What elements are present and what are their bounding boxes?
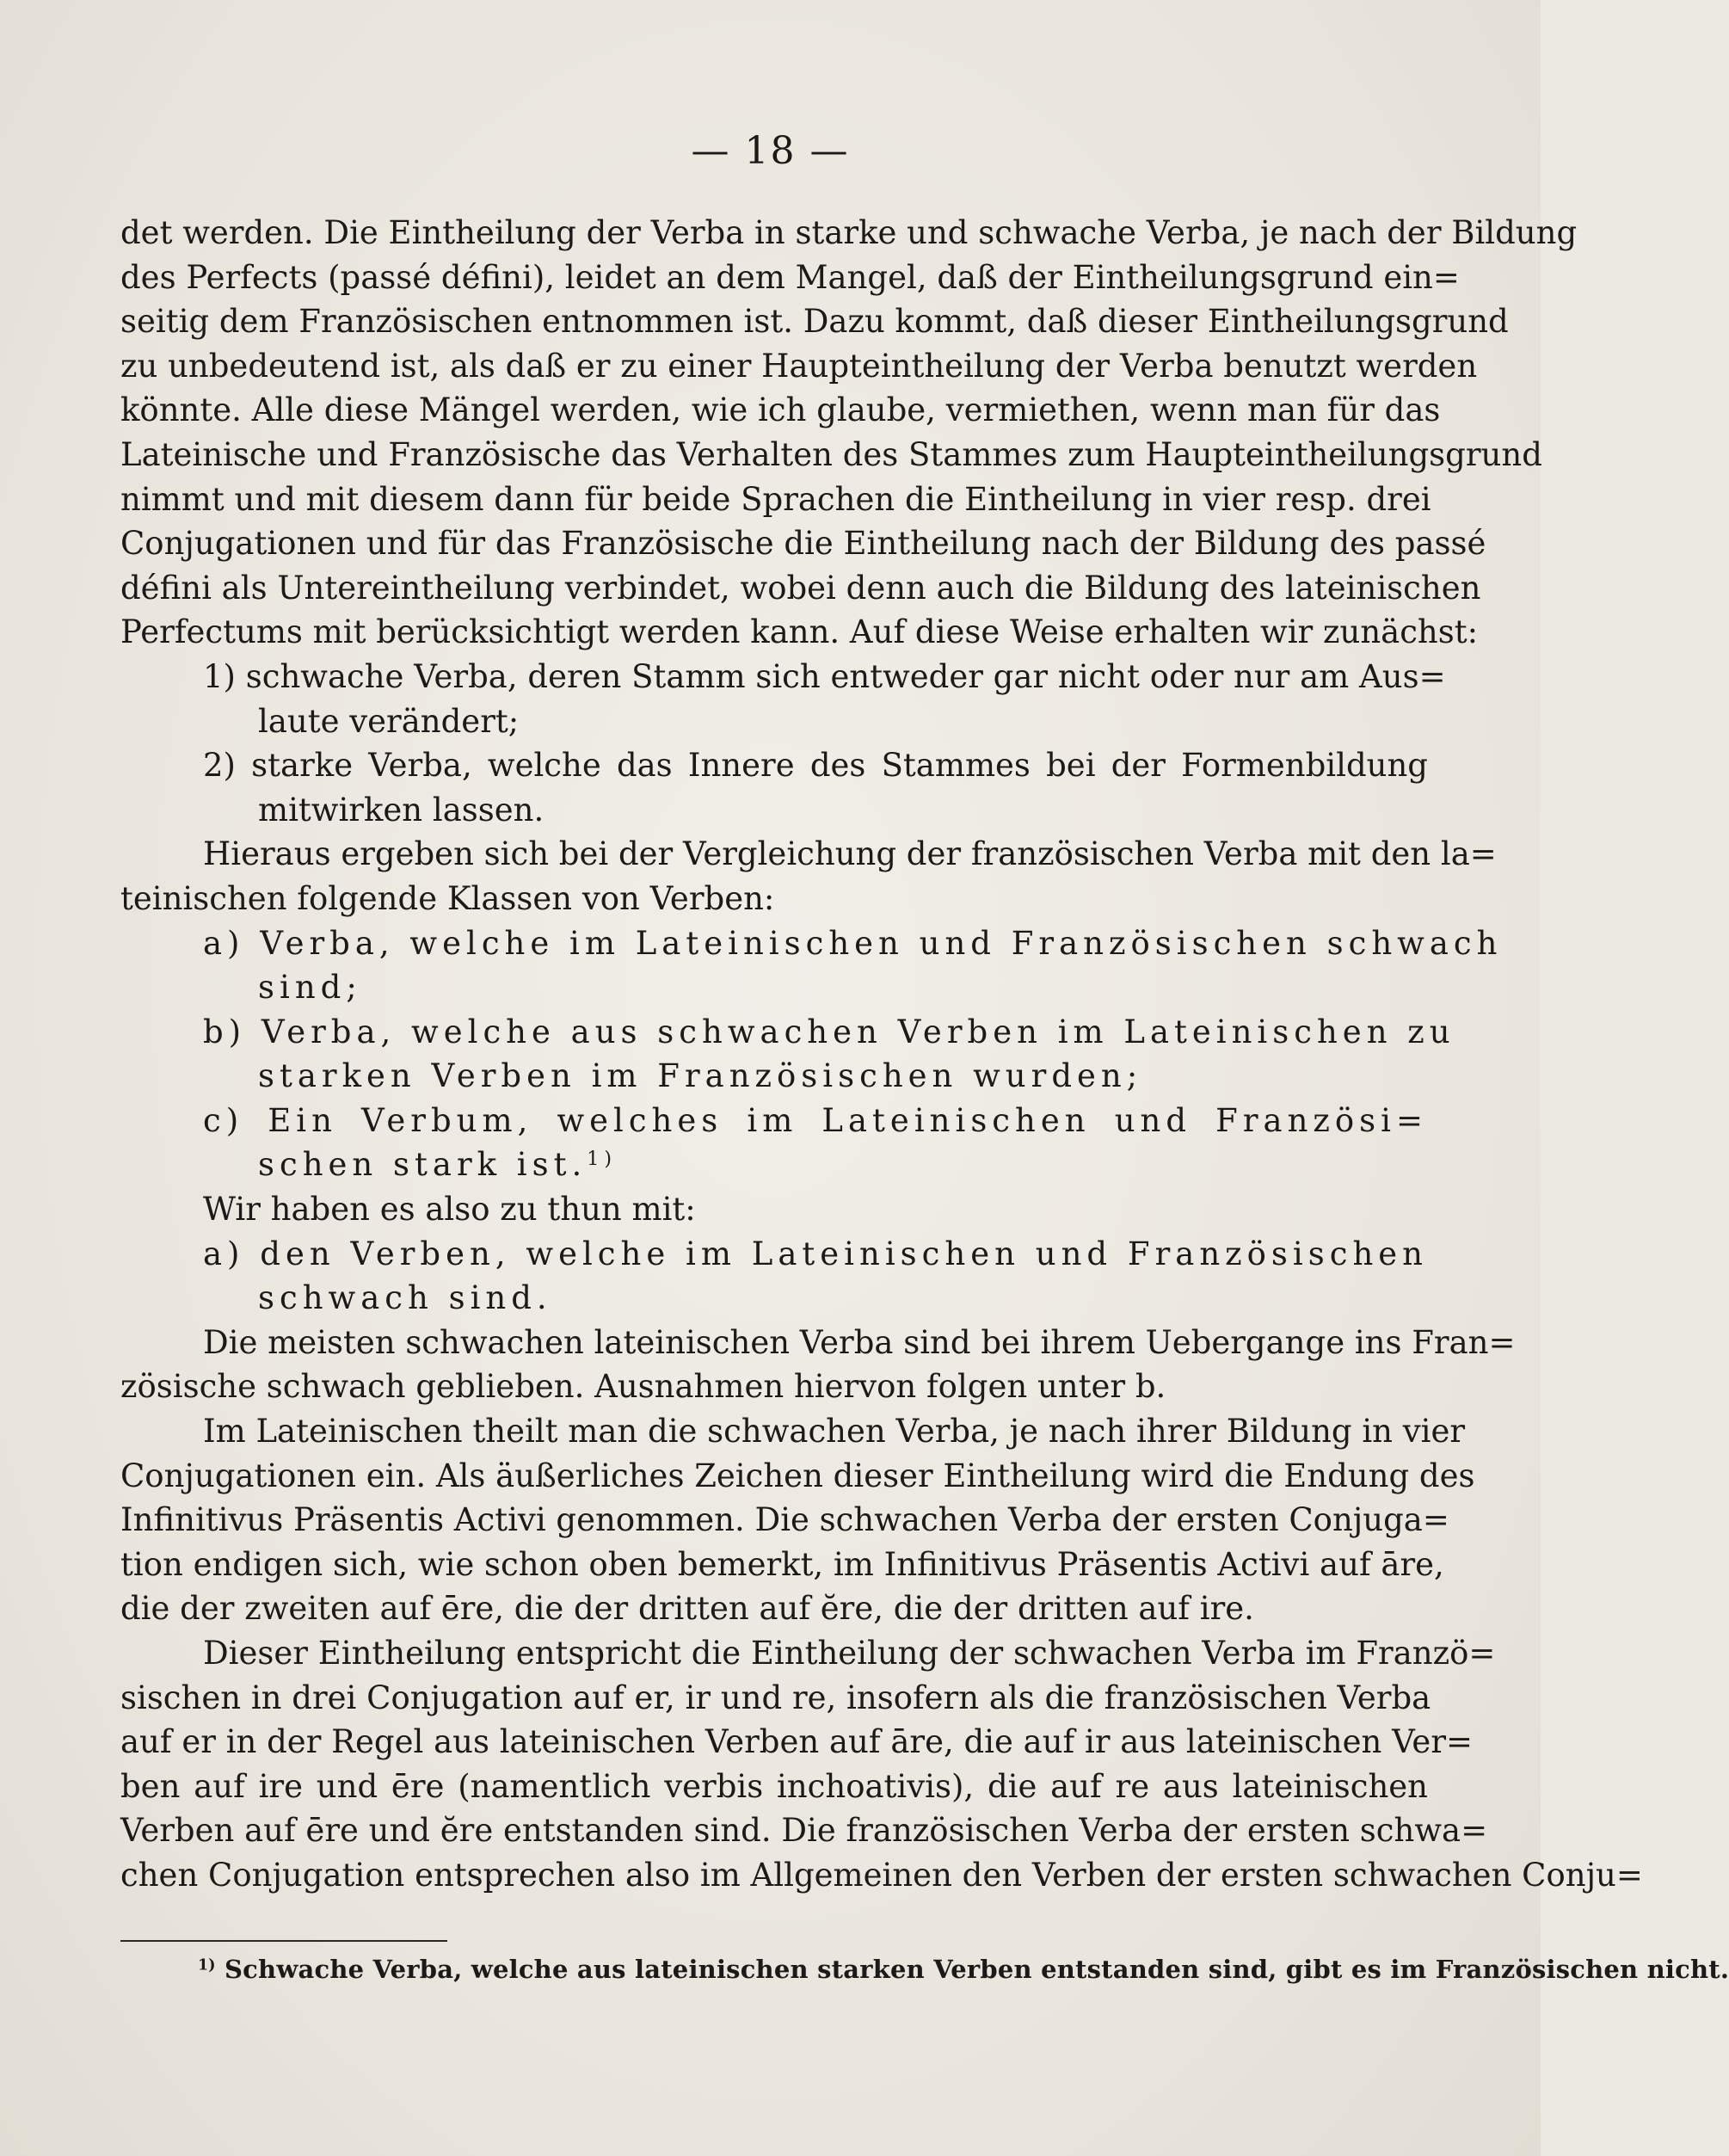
list-item-line: b) Verba, welche aus schwachen Verben im Lateinischen zu xyxy=(203,1013,1455,1050)
text-line: Infinitivus Präsentis Activi genommen. Die schwachen Verba der ersten Conjuga= xyxy=(120,1501,1449,1539)
text-line: zu unbedeutend ist, als daß er zu einer Haupteintheilung der Verba benutzt werden xyxy=(120,347,1478,385)
list-item-line: mitwirken lassen. xyxy=(258,791,545,829)
text-line: sischen in drei Conjugation auf er, ir und re, insofern als die französischen Verba xyxy=(120,1679,1431,1716)
text-line: teinischen folgende Klassen von Verben: xyxy=(120,879,775,917)
main-text xyxy=(120,211,1643,1898)
text-line: Wir haben es also zu thun mit: xyxy=(203,1191,696,1229)
list-item-line: 2) starke Verba, welche das Innere des Stammes bei der Formenbildung xyxy=(203,747,1428,785)
list-item-line: laute verändert; xyxy=(258,702,520,740)
footnote-ref: 1) xyxy=(587,1148,618,1171)
footnote xyxy=(198,1955,1729,1984)
text-line: seitig dem Französischen entnommen ist. Dazu kommt, daß dieser Eintheilungsgrund xyxy=(120,303,1509,341)
text-line: Dieser Eintheilung entspricht die Eintheilung der schwachen Verba im Franzö= xyxy=(203,1635,1496,1672)
footnote-marker: 1) xyxy=(198,1956,216,1974)
text-line: det werden. Die Eintheilung der Verba in starke und schwache Verba, je nach der Bildung xyxy=(120,214,1578,251)
list-item-line: 1) schwache Verba, deren Stamm sich entweder gar nicht oder nur am Aus= xyxy=(203,657,1446,695)
text-line: könnte. Alle diese Mängel werden, wie ich glaube, vermiethen, wenn man für das xyxy=(120,391,1441,429)
list-item-line xyxy=(120,1143,1428,1187)
text-line: chen Conjugation entsprechen also im Allgemeinen den Verben der ersten schwachen Conju= xyxy=(120,1856,1643,1894)
text-line: Conjugationen ein. Als äußerliches Zeichen dieser Eintheilung wird die Endung des xyxy=(120,1457,1475,1494)
text-line: zösische schwach geblieben. Ausnahmen hiervon folgen unter b. xyxy=(120,1368,1166,1406)
text-line: Conjugationen und für das Französische die Eintheilung nach der Bildung des passé xyxy=(120,525,1486,563)
text-line: Im Lateinischen theilt man die schwachen Verba, je nach ihrer Bildung in vier xyxy=(203,1413,1466,1451)
list-item-text: schen stark ist. xyxy=(258,1146,588,1184)
section-heading-line: a) den Verben, welche im Lateinischen und Französischen xyxy=(203,1235,1428,1272)
text-line: des Perfects (passé défini), leidet an dem Mangel, daß der Eintheilungsgrund ein= xyxy=(120,258,1460,296)
footnote-rule xyxy=(120,1940,447,1942)
text-line: nimmt und mit diesem dann für beide Sprachen die Eintheilung in vier resp. drei xyxy=(120,480,1431,518)
list-item-line: sind; xyxy=(258,969,362,1007)
text-line: ben auf ire und ēre (namentlich verbis inchoativis), die auf re aus lateinischen xyxy=(120,1767,1428,1805)
list-item-line: a) Verba, welche im Lateinischen und Französischen schwach xyxy=(203,924,1503,962)
footnote-text: Schwache Verba, welche aus lateinischen starken Verben entstanden sind, gibt es im Französischen nicht. xyxy=(225,1955,1729,1984)
text-line: tion endigen sich, wie schon oben bemerkt, im Infinitivus Präsentis Activi auf āre, xyxy=(120,1545,1444,1583)
text-line: Perfectums mit berücksichtigt werden kann. Auf diese Weise erhalten wir zunächst: xyxy=(120,613,1479,651)
text-line: auf er in der Regel aus lateinischen Verben auf āre, die auf ir aus lateinischen Ver= xyxy=(120,1723,1474,1761)
text-line: Hieraus ergeben sich bei der Vergleichung der französischen Verba mit den la= xyxy=(203,835,1497,873)
text-line: die der zweiten auf ēre, die der dritten auf ĕre, die der dritten auf ire. xyxy=(120,1590,1254,1628)
list-item-line: c) Ein Verbum, welches im Lateinischen und Französi= xyxy=(203,1101,1428,1139)
page-number: — 18 — xyxy=(691,129,850,173)
section-heading-line: schwach sind. xyxy=(258,1279,552,1317)
text-line: défini als Untereintheilung verbindet, wobei denn auch die Bildung des lateinischen xyxy=(120,569,1481,607)
list-item-line: starken Verben im Französischen wurden; xyxy=(258,1057,1143,1095)
text-line: Verben auf ēre und ĕre entstanden sind. Die französischen Verba der ersten schwa= xyxy=(120,1812,1488,1850)
text-line: Lateinische und Französische das Verhalten des Stammes zum Haupteintheilungsgrund xyxy=(120,435,1542,473)
text-line: Die meisten schwachen lateinischen Verba sind bei ihrem Uebergange ins Fran= xyxy=(203,1323,1516,1361)
